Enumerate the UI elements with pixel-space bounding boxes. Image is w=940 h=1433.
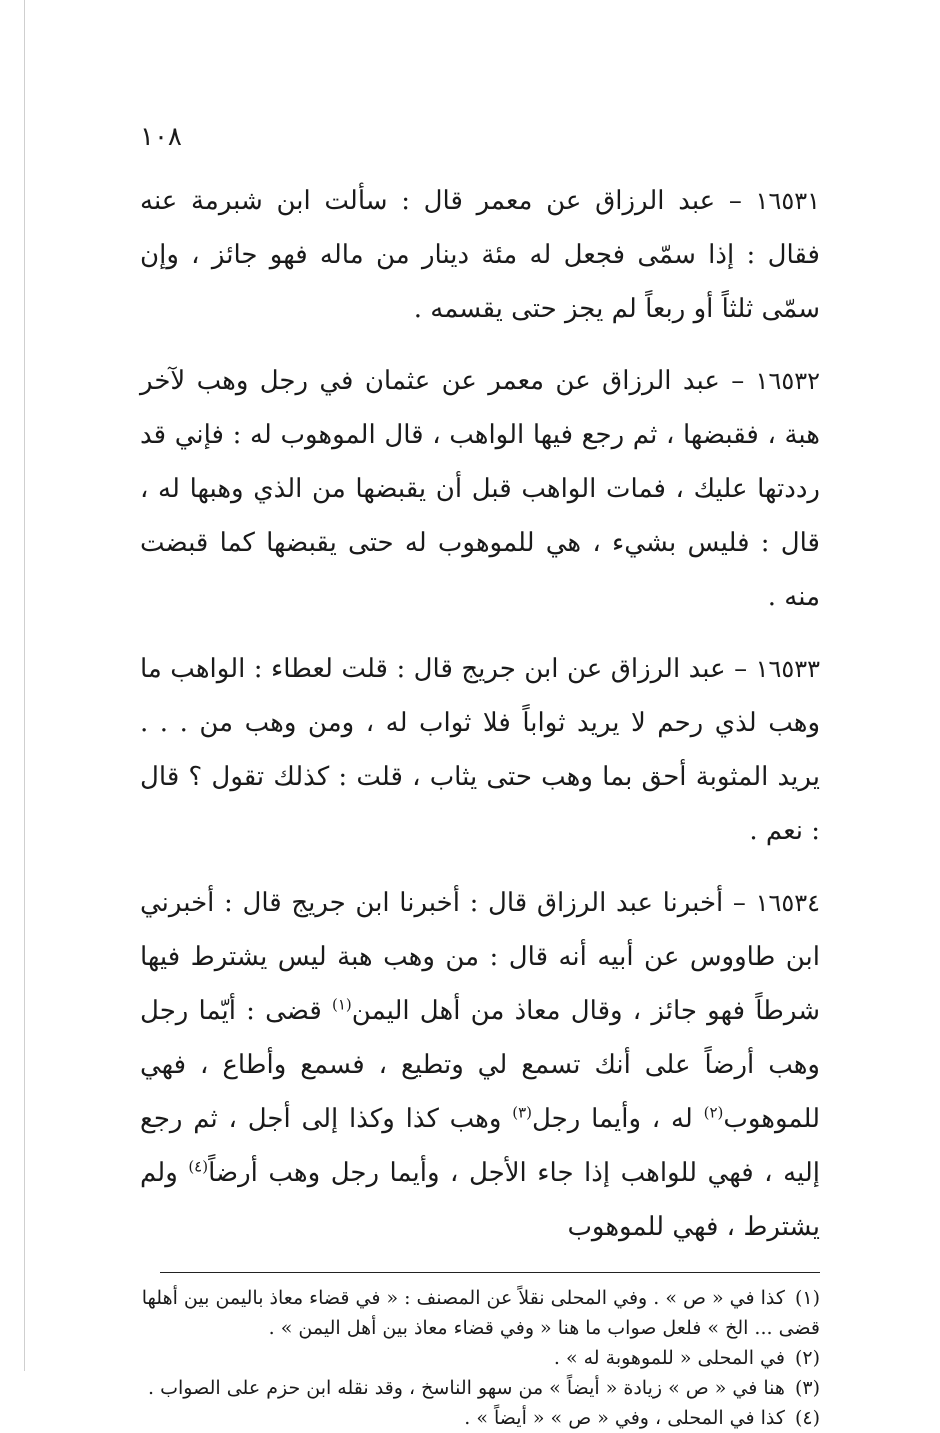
footnote-ref[interactable]: (٤) [188,1157,209,1176]
footnote-ref[interactable]: (٣) [512,1103,532,1122]
hadith-entry-16531 [140,174,820,336]
footnote-2 [140,1343,820,1373]
entry-number: ١٦٥٣١ [755,187,820,215]
hadith-entry-16532 [140,354,820,624]
entry-number: ١٦٥٣٢ [755,367,820,395]
entry-text: عبد الرزاق عن معمر قال : سألت ابن شبرمة عنه فقال : إذا سمّى فجعل له مئة دينار من ماله فهو جائز ، وإن سمّى ثلثاً أو ربعاً لم يجز حتى يقسمه . [140,186,820,324]
entry-text-part: أخبرنا عبد الرزاق قال : أخبرنا ابن جريج قال : أخبرني ابن طاووس عن أبيه أنه قال : من وهب هبة ليس يشترط فيها شرطاً فهو جائز ، وقال معاذ من أهل اليمن [140,888,820,1026]
footnote-ref[interactable]: (٢) [703,1103,724,1122]
entry-text-part: قضى : أيّما رجل وهب أرضاً على أنك تسمع لي وتطيع ، فسمع وأطاع ، فهي للموهوب [140,996,820,1134]
footnote-text: في المحلى « للموهوبة له » . [553,1347,785,1369]
footnote-divider [160,1272,820,1273]
entry-number: ١٦٥٣٣ [755,655,821,683]
footnote-1 [140,1283,820,1343]
footnote-number: (٤) [794,1407,820,1429]
book-page [140,110,820,1433]
footnote-text: كذا في المحلى ، وفي « ص » « أيضاً » . [464,1407,785,1429]
footnote-ref[interactable]: (١) [332,995,352,1014]
entry-dash: – [715,186,742,216]
entry-text-part: وهب كذا وكذا إلى أجل ، ثم رجع إليه ، فهي للواهب إذا جاء الأجل ، وأيما رجل وهب أرضاً [140,1104,821,1188]
entry-number: ١٦٥٣٤ [755,889,821,917]
page-number: ١٠٨ [140,122,182,152]
footnote-text: هنا في « ص » زيادة « أيضاً » من سهو الناسخ ، وقد نقله ابن حزم على الصواب . [148,1377,785,1399]
entry-dash: – [723,888,746,918]
footnote-3 [140,1373,820,1403]
footnote-number: (٣) [794,1377,820,1399]
scan-edge-line [24,0,25,1371]
footnote-number: (٢) [794,1347,820,1369]
footnote-text: كذا في « ص » . وفي المحلى نقلاً عن المصنف : « في قضاء معاذ باليمن بين أهلها قضى ... الخ » فلعل صواب ما هنا « وفي قضاء معاذ بين أهل اليمن » . [141,1287,820,1339]
hadith-entry-16533 [140,642,820,858]
entry-text-part: ولم يشترط ، فهي للموهوب [140,1158,820,1242]
footnote-number: (١) [794,1287,820,1309]
entry-dash: – [725,654,748,684]
entry-dash: – [719,366,745,396]
footnote-4 [140,1403,820,1433]
entry-text: عبد الرزاق عن معمر عن عثمان في رجل وهب لآخر هبة ، فقبضها ، ثم رجع فيها الواهب ، قال الموهوب له : فإني قد رددتها عليك ، فمات الواهب قبل أن يقبضها من الذي وهبها له ، قال : فليس بشيء ، هي للموهوب له حتى يقبضها كما قبضت منه . [140,366,820,612]
entry-text: عبد الرزاق عن ابن جريج قال : قلت لعطاء : الواهب ما وهب لذي رحم لا يريد ثواباً فلا ثواب له ، ومن وهب من . . . يريد المثوبة أحق بما وهب حتى يثاب ، قلت : كذلك تقول ؟ قال : نعم . [140,654,821,846]
hadith-entry-16534 [140,876,820,1254]
entry-text-part: له ، وأيما رجل [531,1104,704,1134]
